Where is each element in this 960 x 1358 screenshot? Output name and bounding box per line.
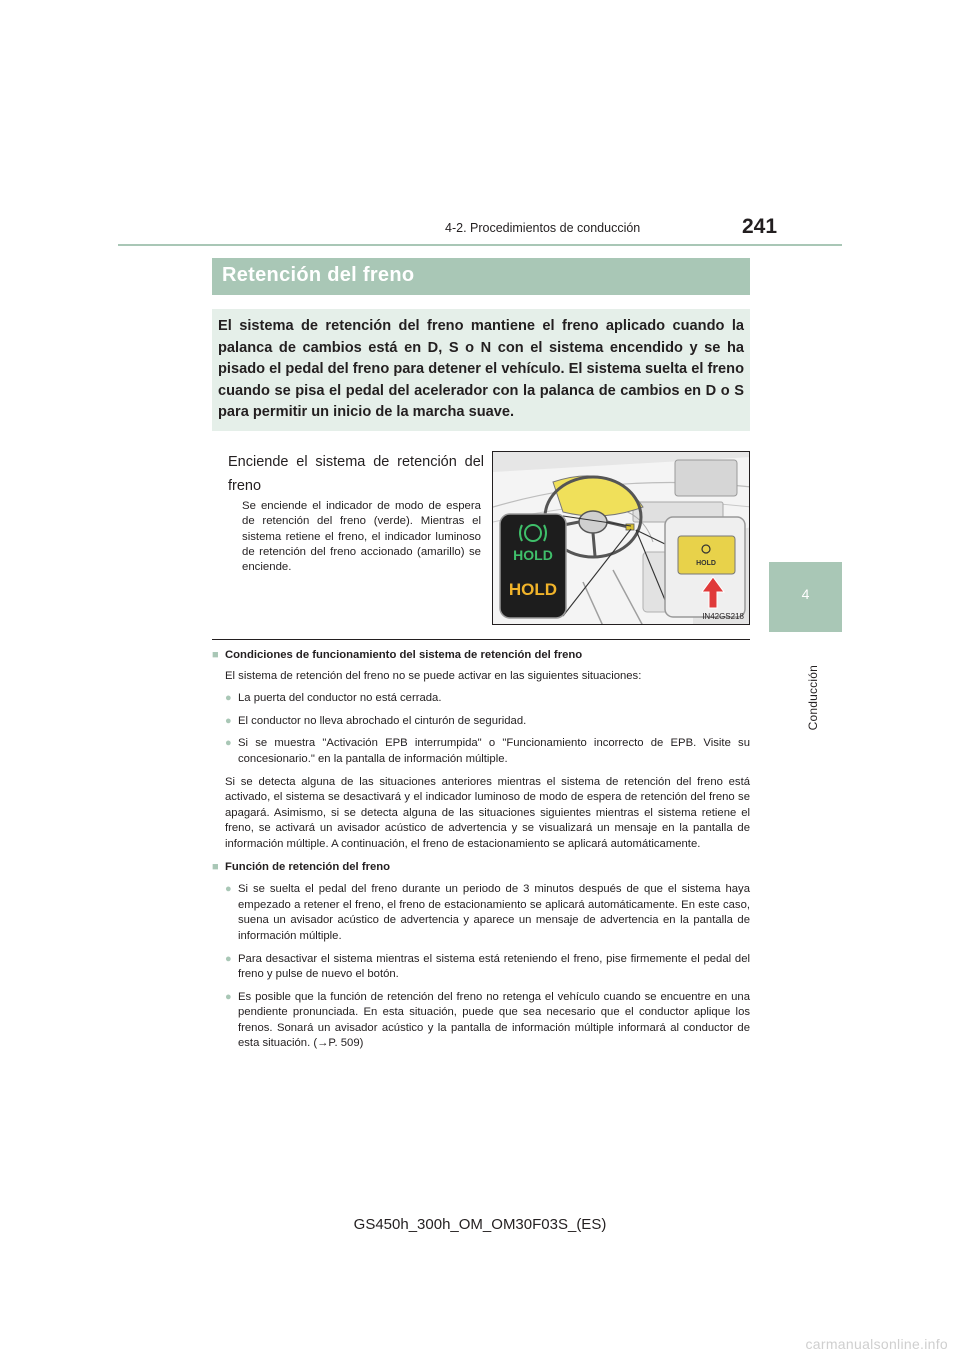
notes-paragraph: El sistema de retención del freno no se puede activar en las siguientes situaciones:: [225, 669, 642, 682]
section-title: Retención del freno: [222, 264, 415, 286]
notes-bullet: ● Si se muestra "Activación EPB interrumpida" o "Funcionamiento incorrecto de EPB. Visite su concesionario." en la pantalla de información múltiple.: [212, 736, 750, 767]
figure-code: IN42GS218: [702, 612, 744, 621]
notes-paragraph: Si se detecta alguna de las situaciones anteriores mientras el sistema de retención del freno está activado, el sistema se desactivará y el indicador luminoso de modo de espera de retención del freno se apagará. Asimismo, si se detecta alguna de las situaciones siguientes mientras el sistema retiene el freno, se activará un avisador acústico de advertencia y se visualizará un mensaje en la pantalla de información múltiple. A continuación, el freno de estacionamiento se aplicará automáticamente.: [225, 775, 750, 850]
hold-button-label: HOLD: [696, 560, 716, 567]
hold-green-indicator: HOLD: [513, 547, 553, 563]
notes-bullet: ● Es posible que la función de retención del freno no retenga el vehículo cuando se encuentre en una pendiente pronunciada. En esta situación, puede que sea necesario que el conductor aplique los frenos. Sonará un avisador acústico y la pantalla de información múltiple informará al conductor de esta situación. (→P. 509): [212, 990, 750, 1052]
page-number: 241: [742, 215, 778, 238]
document-code: GS450h_300h_OM_OM30F03S_(ES): [353, 1216, 607, 1233]
intro-box: [212, 309, 750, 431]
section-reference: 4-2. Procedimientos de conducción: [445, 221, 641, 235]
chapter-tab-number: 4: [801, 586, 810, 602]
chapter-label: Conducción: [806, 665, 820, 731]
section-title-band: [212, 258, 750, 295]
intro-text: El sistema de retención del freno mantiene el freno aplicado cuando la palanca de cambios está en D, S o N con el sistema encendido y se ha pisado el pedal del freno para detener el vehículo. El sistema suelta el freno cuando se pisa el pedal del acelerador con la palanca de cambios en D o S para permitir un inicio de la marcha suave.: [218, 318, 744, 420]
item-title: Enciende el sistema de retención del freno: [228, 454, 484, 494]
notes-bullet: ● Para desactivar el sistema mientras el sistema está reteniendo el freno, pise firmemente el pedal del freno y pulse de nuevo el botón.: [212, 952, 750, 983]
notes-heading-function: ■ Función de retención del freno: [212, 860, 750, 876]
notes-bullet: ● El conductor no lleva abrochado el cinturón de seguridad.: [212, 714, 750, 730]
header-rule: [118, 244, 842, 246]
notes-bullet: ● Si se suelta el pedal del freno durante un periodo de 3 minutos después de que el sistema haya empezado a retener el freno, el freno de estacionamiento se aplicará automáticamente. En este caso, suena un avisador acústico de advertencia y aparece un mensaje de advertencia en la pantalla de información múltiple.: [212, 882, 750, 944]
cockpit-drawing: [493, 452, 750, 625]
chapter-tab: [769, 562, 842, 632]
notes-section: [212, 648, 750, 1052]
hold-amber-indicator: HOLD: [508, 580, 558, 599]
notes-bullet: ● La puerta del conductor no está cerrada.: [212, 691, 750, 707]
notes-heading-conditions: ■ Condiciones de funcionamiento del sistema de retención del freno: [212, 648, 750, 664]
item-description: Se enciende el indicador de modo de espera de retención del freno (verde). Mientras el sistema retiene el freno, el indicador luminoso de retención del freno accionado (amarillo) se enciende.: [242, 500, 481, 574]
watermark: carmanualsonline.info: [805, 1336, 948, 1352]
cockpit-illustration: [492, 451, 750, 625]
notes-rule: [212, 639, 750, 640]
